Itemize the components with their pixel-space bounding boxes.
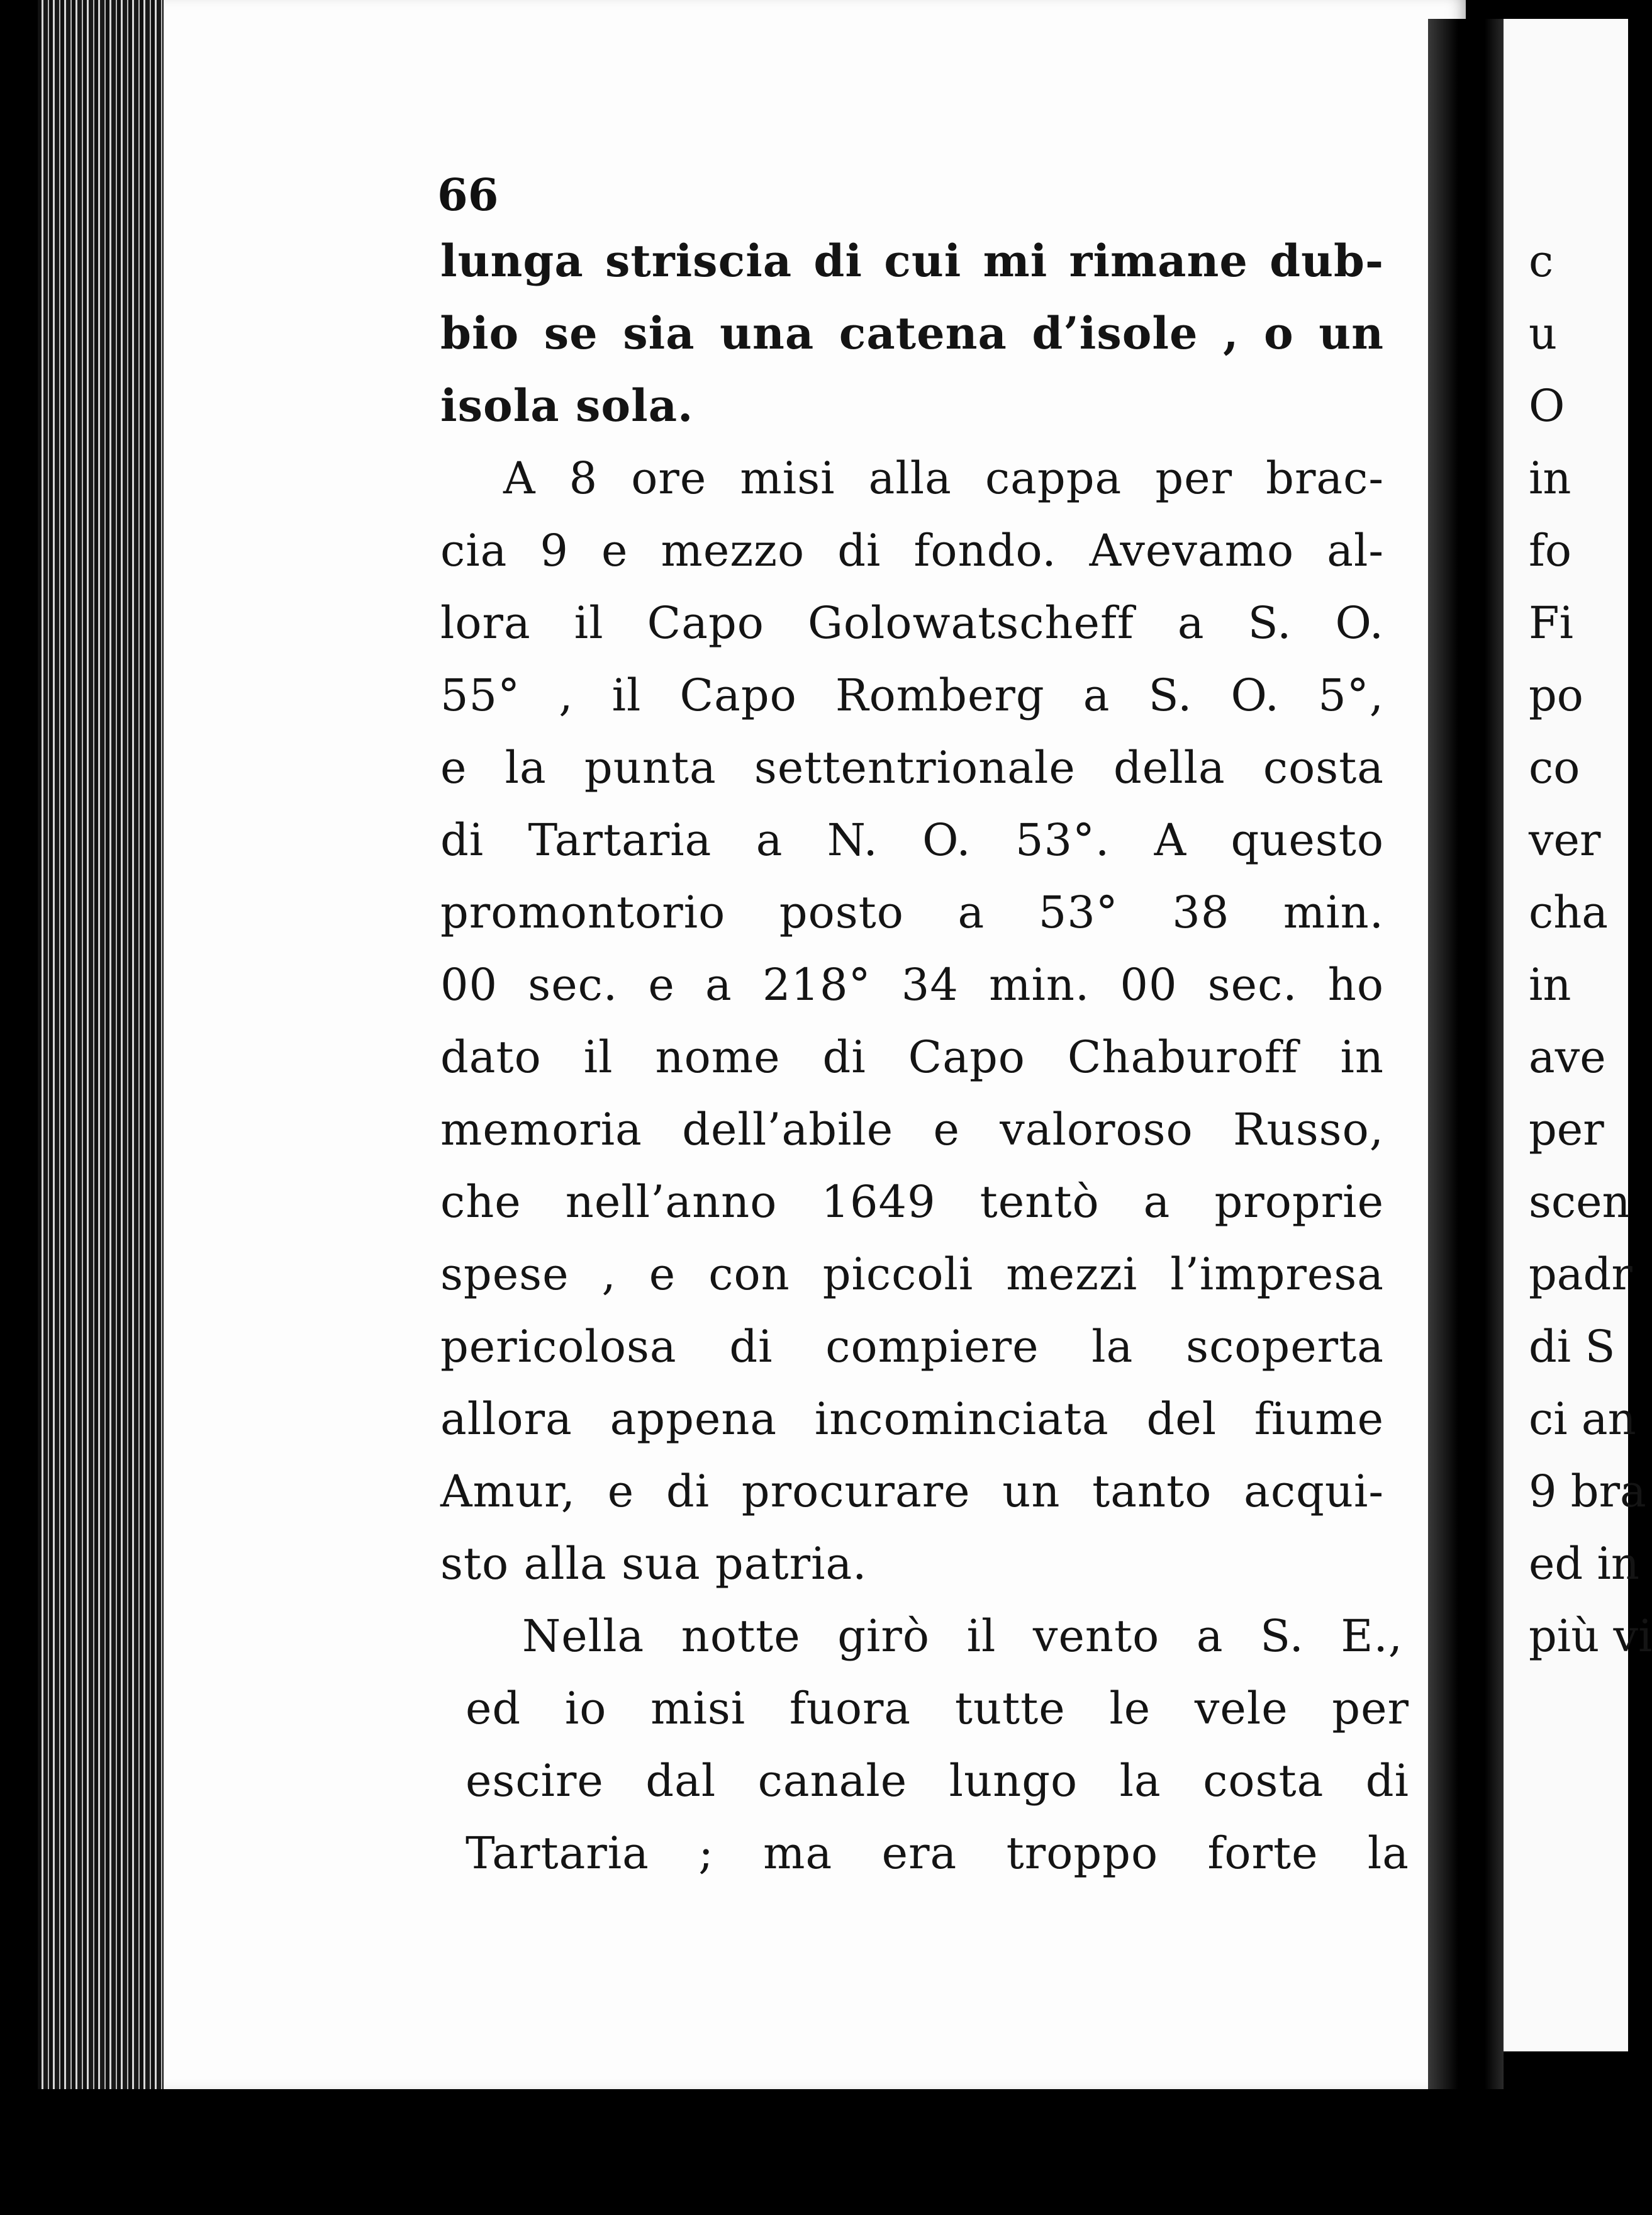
text-line-8: e la punta settentrionale della costa xyxy=(440,742,1384,793)
text-line-3: isola sola. xyxy=(440,379,694,432)
next-page-line-15: padr xyxy=(1529,1248,1632,1300)
next-page-line-10: cha xyxy=(1529,887,1609,938)
text-line-19: sto alla sua patria. xyxy=(440,1538,868,1590)
next-page-line-14: scen xyxy=(1529,1176,1631,1228)
text-line-1: lunga striscia di cui mi rimane dub- xyxy=(440,235,1384,287)
text-line-11: 00 sec. e a 218° 34 min. 00 sec. ho xyxy=(440,959,1384,1011)
next-page-line-5: fo xyxy=(1529,525,1572,576)
left-page xyxy=(164,0,1466,2089)
next-page-line-19: ed in xyxy=(1529,1538,1639,1590)
page-number: 66 xyxy=(437,169,499,221)
book-gutter xyxy=(1428,19,1504,2089)
text-line-5: cia 9 e mezzo di fondo. Avevamo al- xyxy=(440,525,1384,576)
book-fore-edge xyxy=(38,0,182,2089)
next-page-line-18: 9 bra xyxy=(1529,1466,1646,1517)
next-page-line-7: po xyxy=(1529,670,1583,721)
text-line-20: Nella notte girò il vento a S. E., xyxy=(522,1610,1403,1662)
next-page-line-8: co xyxy=(1529,742,1580,793)
next-page-line-2: u xyxy=(1529,308,1558,359)
text-line-22: escire dal canale lungo la costa di xyxy=(466,1755,1409,1807)
text-line-16: pericolosa di compiere la scoperta xyxy=(440,1321,1384,1372)
next-page-line-16: di S xyxy=(1529,1321,1616,1372)
text-line-15: spese , e con piccoli mezzi l’impresa xyxy=(440,1248,1384,1300)
text-line-10: promontorio posto a 53° 38 min. xyxy=(440,887,1384,938)
text-line-9: di Tartaria a N. O. 53°. A questo xyxy=(440,814,1384,866)
text-line-7: 55° , il Capo Romberg a S. O. 5°, xyxy=(440,670,1384,721)
text-line-21: ed io misi fuora tutte le vele per xyxy=(466,1683,1409,1734)
next-page-line-4: in xyxy=(1529,452,1571,504)
text-line-4: A 8 ore misi alla cappa per brac- xyxy=(503,452,1384,504)
text-line-13: memoria dell’abile e valoroso Russo, xyxy=(440,1104,1384,1155)
next-page-line-17: ci an xyxy=(1529,1393,1636,1445)
text-line-2: bio se sia una catena d’isole , o un xyxy=(440,307,1384,359)
text-line-23: Tartaria ; ma era troppo forte la xyxy=(466,1827,1409,1879)
next-page-line-12: ave xyxy=(1529,1031,1606,1083)
next-page-line-9: ver xyxy=(1529,814,1601,866)
text-line-12: dato il nome di Capo Chaburoff in xyxy=(440,1031,1384,1083)
next-page-line-6: Fi xyxy=(1529,597,1573,649)
text-line-18: Amur, e di procurare un tanto acqui- xyxy=(440,1466,1384,1517)
right-page-fragment xyxy=(1504,19,1652,2051)
next-page-line-11: in xyxy=(1529,959,1571,1011)
next-page-line-13: per xyxy=(1529,1104,1604,1155)
next-page-line-3: O xyxy=(1529,380,1565,432)
next-page-line-1: c xyxy=(1529,235,1554,287)
next-page-line-20: più vi xyxy=(1529,1610,1652,1662)
text-line-6: lora il Capo Golowatscheff a S. O. xyxy=(440,597,1384,649)
text-line-14: che nell’anno 1649 tentò a proprie xyxy=(440,1176,1384,1228)
text-line-17: allora appena incominciata del fiume xyxy=(440,1393,1384,1445)
